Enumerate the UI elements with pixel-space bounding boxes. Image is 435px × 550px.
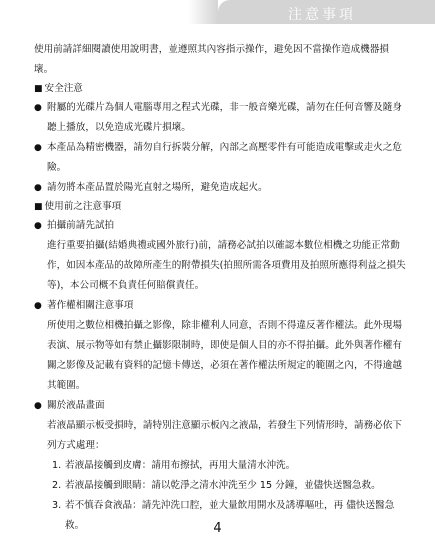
lcd-title-text: 關於液晶畫面 — [47, 400, 105, 411]
safety-item-disassembly — [34, 138, 406, 178]
round-bullet-icon: ● — [34, 183, 42, 193]
safety-item-sunlight — [34, 178, 406, 198]
round-bullet-icon: ● — [34, 143, 42, 153]
lcd-item-skin — [34, 456, 406, 476]
safety-heading — [34, 80, 406, 98]
square-bullet-icon: ■ — [34, 84, 43, 94]
intro-text: 使用前請詳細閱讀使用說明書，並遵照其內容指示操作，避免因不當操作造成機器損壞。 — [34, 44, 389, 75]
usage-heading — [34, 198, 406, 216]
item-text: 若液晶接觸到眼睛：請以乾淨之清水沖洗至少 15 分鐘，並儘快送醫急救。 — [65, 480, 381, 491]
item-number: 2. — [52, 480, 62, 491]
safety-item-cd — [34, 98, 406, 138]
safety-item-text: 請勿將本產品置於陽光直射之場所，避免造成起火。 — [47, 182, 268, 193]
section-title: 注意事項 — [288, 7, 356, 23]
item-number: 3. — [52, 500, 62, 511]
round-bullet-icon: ● — [34, 221, 42, 231]
copyright-text: 所使用之數位相機拍攝之影像，除非權利人同意，否則不得違反著作權法。此外現場表演、展示物等如有禁止攝影限制時，即使是個人目的亦不得拍攝。此外與著作權有關之影像及記載有資料的記憶卡傳送，必須在著作權法所規定的範圍之內，不得逾越其範圍。 — [47, 320, 402, 391]
item-number: 1. — [52, 460, 62, 471]
trial-shoot-title — [34, 216, 406, 236]
square-bullet-icon: ■ — [34, 202, 43, 212]
trial-shoot-text: 進行重要拍攝(結婚典禮或國外旅行)前，請務必試拍以確認本數位相機之功能正常動作，如因本產品的故障所產生的附帶損失(拍照所需各項費用及拍照所應得利益之損失等)，本公司概不負責任何賠償責任。 — [47, 240, 406, 291]
lcd-item-eyes — [34, 476, 406, 496]
trial-shoot-title-text: 拍攝前請先試拍 — [47, 220, 115, 231]
lcd-text: 若液晶顯示板受損時，請特別注意顯示板內之液晶，若發生下列情形時，請務必依下列方式處理： — [47, 420, 402, 451]
usage-heading-label: 使用前之注意事項 — [44, 201, 122, 212]
item-text: 若液晶接觸到皮膚：請用布擦拭，再用大量清水沖洗。 — [65, 460, 296, 471]
safety-heading-label: 安全注意 — [44, 83, 83, 94]
safety-item-text: 附屬的光碟片為個人電腦專用之程式光碟，非一般音樂光碟，請勿在任何音響及隨身聽上播放，以免造成光碟片損壞。 — [47, 102, 402, 133]
header-tab — [218, 0, 435, 24]
page-number: 4 — [213, 521, 222, 536]
round-bullet-icon: ● — [34, 301, 42, 311]
safety-item-text: 本產品為精密機器，請勿自行拆裝分解，內部之高壓零件有可能造成電擊或走火之危險。 — [47, 142, 402, 173]
item-text: 若不慎吞食液晶：請先沖洗口腔，並大量飲用開水及誘導嘔吐，再 儘快送醫急救。 — [65, 500, 395, 531]
round-bullet-icon: ● — [34, 103, 42, 113]
page-content — [34, 40, 406, 536]
copyright-title-text: 著作權相關注意事項 — [47, 300, 134, 311]
round-bullet-icon: ● — [34, 401, 42, 411]
lcd-title — [34, 396, 406, 416]
copyright-title — [34, 296, 406, 316]
